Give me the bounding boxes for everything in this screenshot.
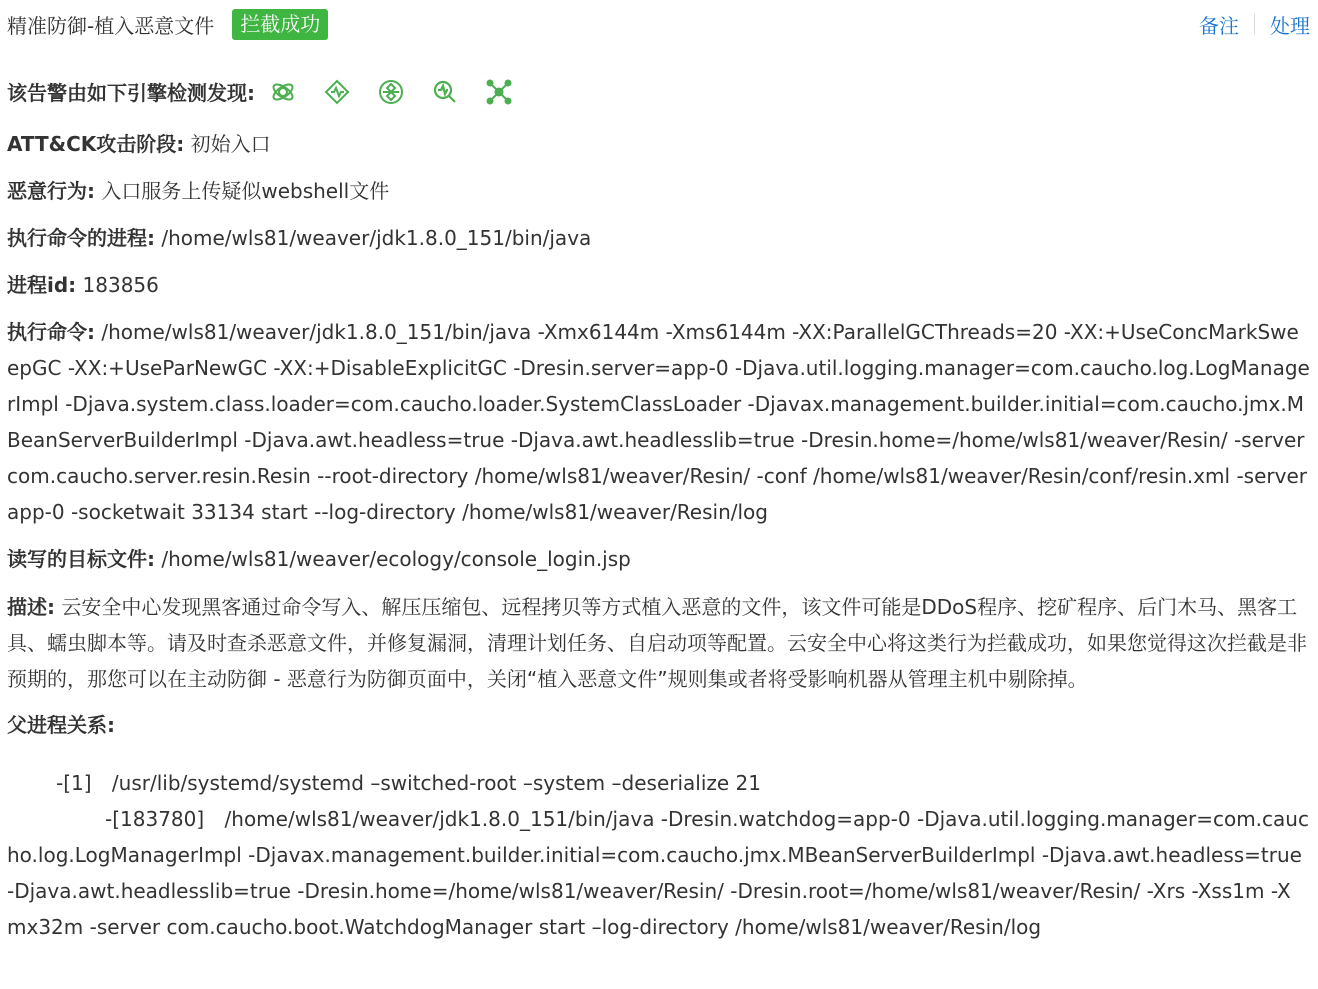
tree-pid: -[183780]: [105, 807, 205, 831]
command-label: 执行命令:: [7, 320, 95, 344]
description-label: 描述:: [7, 595, 55, 619]
description-value: 云安全中心发现黑客通过命令写入、解压压缩包、远程拷贝等方式植入恶意的文件，该文件可能是DDoS程序、挖矿程序、后门木马、黑客工具、蠕虫脚本等。请及时查杀恶意文件，并修复漏洞，清理计划任务、自启动项等配置。云安全中心将这类行为拦截成功，如果您觉得这次拦截是非预期的，那您可以在主动防御 - 恶意行为防御页面中，关闭“植入恶意文件”规则集或者将受影响机器从管理主机中剔除掉。: [7, 595, 1307, 691]
tree-indent: [7, 807, 105, 831]
malicious-behavior-row: [7, 173, 1310, 209]
title-wrap: [7, 9, 328, 40]
status-badge: 拦截成功: [232, 9, 328, 40]
tree-row: [7, 801, 1310, 945]
pid-value: 183856: [82, 273, 159, 297]
engine-4-icon: [431, 78, 459, 106]
malicious-behavior-label: 恶意行为:: [7, 179, 95, 203]
engine-detection-row: [7, 68, 1310, 115]
description-row: [7, 589, 1310, 697]
header-actions: [1199, 10, 1310, 39]
engine-2-icon: [323, 78, 351, 106]
handle-button[interactable]: 处理: [1270, 13, 1310, 38]
pid-row: [7, 267, 1310, 303]
parent-process-tree: [7, 765, 1310, 945]
process-label: 执行命令的进程:: [7, 226, 155, 250]
attack-stage-label: ATT&CK攻击阶段:: [7, 132, 185, 156]
header: [7, 0, 1310, 48]
tree-pid: -[1]: [56, 771, 92, 795]
malicious-behavior-value: 入口服务上传疑似webshell文件: [101, 179, 390, 203]
tree-command: /usr/lib/systemd/systemd –switched-root –system –deserialize 21: [111, 771, 762, 795]
engine-3-icon: [377, 78, 405, 106]
page-title: 精准防御-植入恶意文件: [7, 13, 215, 38]
process-value: /home/wls81/weaver/jdk1.8.0_151/bin/java: [161, 226, 592, 250]
target-file-row: [7, 541, 1310, 577]
engine-detection-label: 该告警由如下引擎检测发现:: [7, 81, 255, 105]
actions-divider: [1254, 14, 1255, 34]
process-row: [7, 220, 1310, 256]
engine-1-icon: [269, 78, 297, 106]
attack-stage-row: [7, 126, 1310, 162]
tree-row: [7, 765, 1310, 801]
engine-5-icon: [485, 78, 513, 106]
engine-icons: [269, 78, 513, 106]
attack-stage-value: 初始入口: [190, 132, 271, 156]
target-file-label: 读写的目标文件:: [7, 547, 155, 571]
tree-command: /home/wls81/weaver/jdk1.8.0_151/bin/java -Dresin.watchdog=app-0 -Djava.util.logging.manager=com.caucho.log.LogManagerImpl -Djavax.management.builder.initial=com.caucho.jmx.MBeanServerBuilderImpl -Djava.awt.headless=true -Djava.awt.headlesslib=true -Dresin.home=/home/wls81/weaver/Resin/ -Dresin.root=/home/wls81/weaver/Resin/ -Xrs -Xss1m -Xmx32m -server com.caucho.boot.WatchdogManager start –log-directory /home/wls81/weaver/Resin/log: [7, 807, 1309, 939]
target-file-value: /home/wls81/weaver/ecology/console_login.jsp: [161, 547, 631, 571]
pid-label: 进程id:: [7, 273, 77, 297]
command-value: /home/wls81/weaver/jdk1.8.0_151/bin/java -Xmx6144m -Xms6144m -XX:ParallelGCThreads=20 -XX:+UseConcMarkSweepGC -XX:+UseParNewGC -XX:+DisableExplicitGC -Dresin.server=app-0 -Djava.util.logging.manager=com.caucho.log.LogManagerImpl -Djava.system.class.loader=com.caucho.loader.SystemClassLoader -Djavax.management.builder.initial=com.caucho.jmx.MBeanServerBuilderImpl -Djava.awt.headless=true -Djava.awt.headlesslib=true -Dresin.home=/home/wls81/weaver/Resin/ -server com.caucho.server.resin.Resin --root-directory /home/wls81/weaver/Resin/ -conf /home/wls81/weaver/Resin/conf/resin.xml -server app-0 -socketwait 33134 start --log-directory /home/wls81/weaver/Resin/log: [7, 320, 1310, 524]
parent-process-title: 父进程关系:: [7, 713, 115, 737]
command-row: [7, 314, 1310, 530]
remark-button[interactable]: 备注: [1199, 13, 1239, 38]
